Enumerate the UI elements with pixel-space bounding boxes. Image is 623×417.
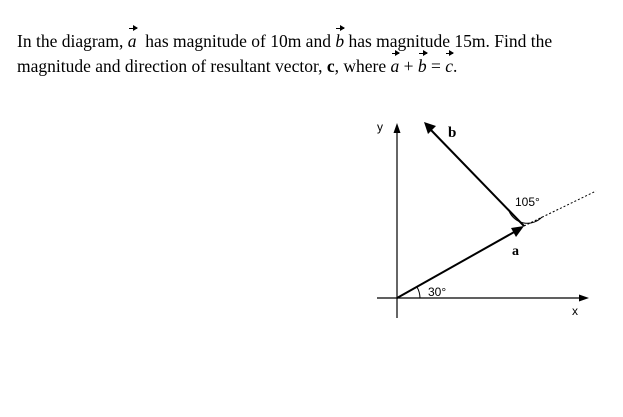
- equation-vector-a: a: [391, 54, 400, 79]
- plus-sign: +: [399, 56, 418, 76]
- question-text-part: magnitude and direction of resultant vector,: [17, 56, 327, 76]
- vector-a-line: [397, 231, 516, 298]
- period: .: [453, 56, 458, 76]
- y-axis-label: y: [377, 120, 383, 134]
- angle-origin-label: 30°: [428, 285, 447, 299]
- equation-vector-b: b: [418, 54, 427, 79]
- equals-sign: =: [426, 56, 446, 76]
- question-text-part: In the diagram,: [17, 31, 128, 51]
- vector-b-line: [430, 129, 524, 226]
- vector-b-label: b: [448, 125, 457, 141]
- angle-tip-label: 105°: [515, 195, 540, 209]
- angle-arc-origin: [417, 287, 420, 298]
- y-axis-arrowhead: [394, 123, 401, 133]
- vector-a-label: a: [512, 244, 519, 259]
- x-axis-label: x: [572, 304, 578, 318]
- question-text-part: has magnitude of 10m and: [145, 31, 336, 51]
- vector-a-arrowhead: [511, 226, 524, 237]
- vector-b-symbol: b: [335, 29, 344, 54]
- vector-a-symbol: a: [128, 29, 137, 54]
- question-text-part: , where: [334, 56, 391, 76]
- equation-vector-c: c: [445, 54, 453, 79]
- x-axis-arrowhead: [579, 295, 589, 302]
- angle-arc-tip: [509, 211, 542, 223]
- resultant-c-bold: c: [326, 56, 335, 76]
- question-text-part: has magnitude 15m. Find the: [348, 31, 553, 51]
